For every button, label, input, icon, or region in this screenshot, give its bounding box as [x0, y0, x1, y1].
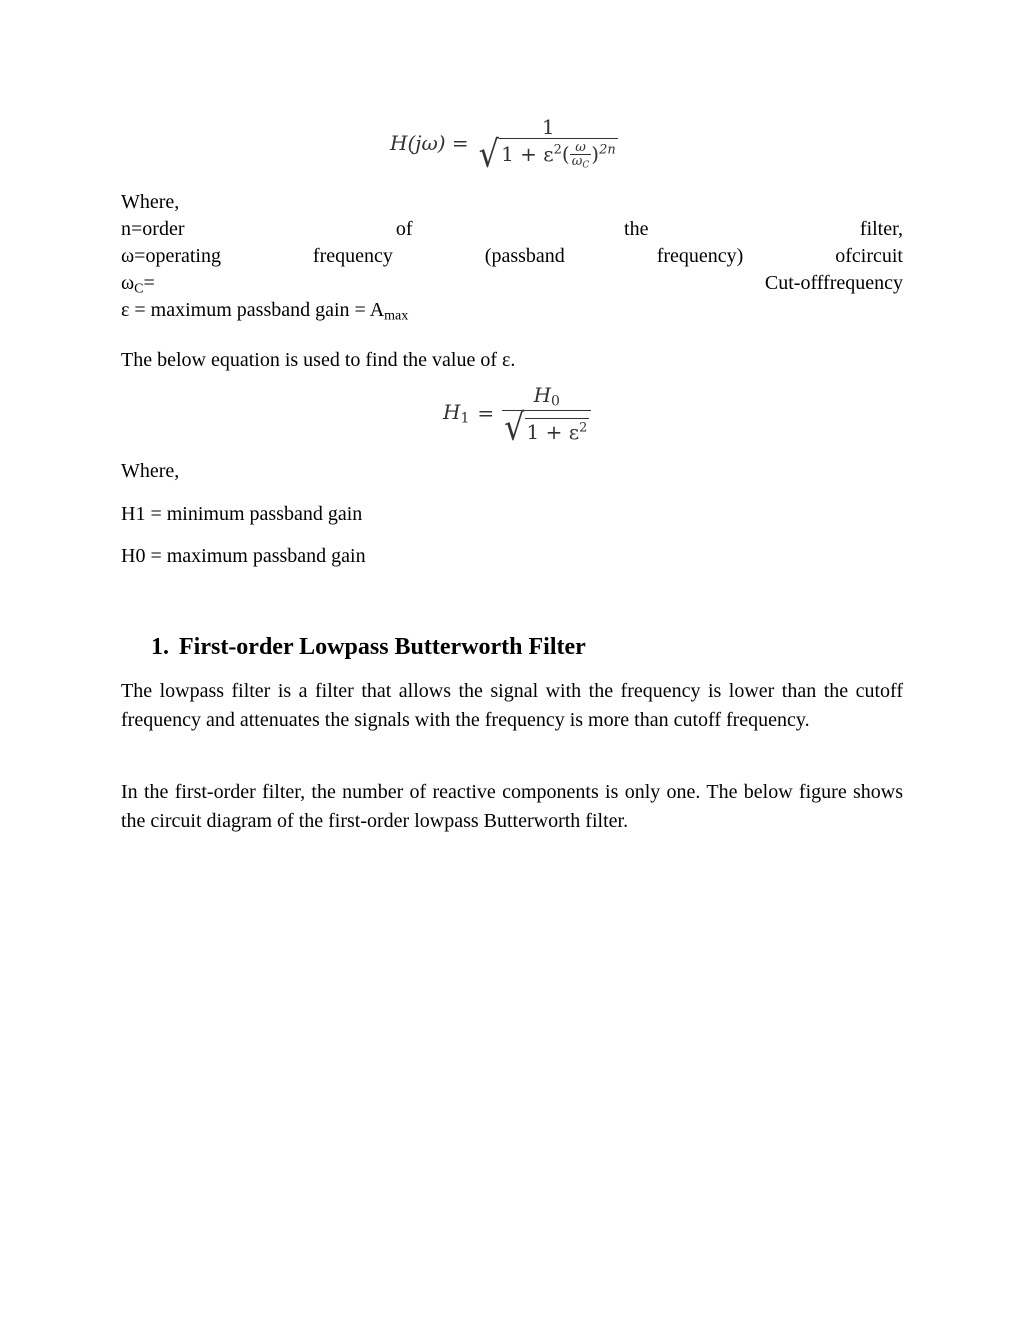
eq2-sqrt — [504, 405, 589, 449]
below-equation-text: The below equation is used to find the value of ε. — [121, 349, 516, 371]
omega-c-symbol: ω — [571, 154, 583, 169]
epsilon-text: ε = maximum passband gain = A — [121, 299, 385, 321]
omega-ratio-num: ω — [575, 140, 586, 155]
def-order-word-1: n=order — [121, 218, 185, 240]
eq2-radicand-text: 1 + ε — [526, 419, 580, 444]
paragraph-lowpass-definition: The lowpass filter is a filter that allows the signal with the frequency is lower than the cutoff frequency and attenuates the signals with the frequency is more than cutoff frequency. — [121, 680, 903, 731]
epsilon-max-sub: max — [384, 308, 409, 324]
def-omega-word-5: ofcircuit — [835, 245, 903, 267]
h1-definition: H1 = minimum passband gain — [121, 503, 363, 525]
equation-numerator: 1 — [541, 115, 555, 139]
definition-epsilon — [121, 297, 903, 330]
where-label-1: Where, — [121, 191, 180, 213]
eq2-denominator — [502, 405, 591, 449]
h0-definition: H0 = maximum passband gain — [121, 545, 366, 567]
omega-c-char: ω — [121, 272, 135, 294]
def-omega-word-3: (passband — [484, 245, 565, 267]
section-number: 1. — [151, 634, 169, 660]
eq2-numerator — [530, 384, 564, 410]
eq2-num-sub: 0 — [551, 393, 560, 410]
omega-c-equals: = — [143, 272, 155, 294]
definition-omega — [121, 243, 903, 270]
transfer-function-equation — [390, 115, 620, 177]
def-omega-word-2: frequency — [312, 245, 393, 267]
section-title: First-order Lowpass Butterworth Filter — [179, 634, 586, 660]
omega-ratio-den — [570, 154, 592, 170]
epsilon-exponent: 2 — [553, 142, 562, 158]
sqrt-icon: √ — [504, 405, 525, 449]
eq2-exponent: 2 — [579, 420, 588, 436]
sqrt-radical — [478, 132, 618, 177]
where-label-2: Where, — [121, 460, 180, 482]
section-heading — [151, 631, 586, 663]
def-order-word-3: the — [624, 218, 649, 240]
sqrt-icon: √ — [478, 132, 500, 177]
eq2-h: H — [443, 400, 461, 425]
eq2-h-sub: 1 — [460, 410, 470, 427]
definition-order — [121, 216, 903, 243]
radicand-prefix: 1 + ε — [501, 142, 554, 167]
paragraph-first-order: In the first-order filter, the number of reactive components is only one. The below figure shows the circuit diagram of the first-order lowpass Butterworth filter. — [121, 781, 903, 832]
equation-fraction — [477, 115, 620, 177]
power-exponent: 2n — [599, 142, 616, 158]
eq2-equals: = — [477, 401, 495, 426]
equation-lhs: H(jω) = — [390, 131, 469, 156]
omega-c-subscript: C — [134, 281, 144, 297]
equation-denominator — [477, 132, 620, 177]
eq2-radicand — [525, 418, 590, 443]
def-omega-word-1: ω=operating — [121, 245, 221, 267]
def-order-word-4: filter, — [859, 218, 903, 240]
def-omega-word-4: frequency) — [656, 245, 744, 267]
epsilon-equation — [443, 383, 591, 449]
def-omega-c-desc: Cut-offfrequency — [764, 272, 903, 294]
omega-c-sub: C — [582, 160, 590, 171]
eq2-fraction — [502, 383, 591, 449]
def-order-word-2: of — [395, 218, 413, 240]
omega-ratio — [570, 141, 592, 170]
radicand: $1 + \varepsilon^2$( $\frac{\omega}{\omega_C}$ )$^{2n}$ — [501, 140, 616, 171]
eq2-lhs — [443, 400, 469, 427]
eq2-num-h: H — [533, 383, 552, 407]
